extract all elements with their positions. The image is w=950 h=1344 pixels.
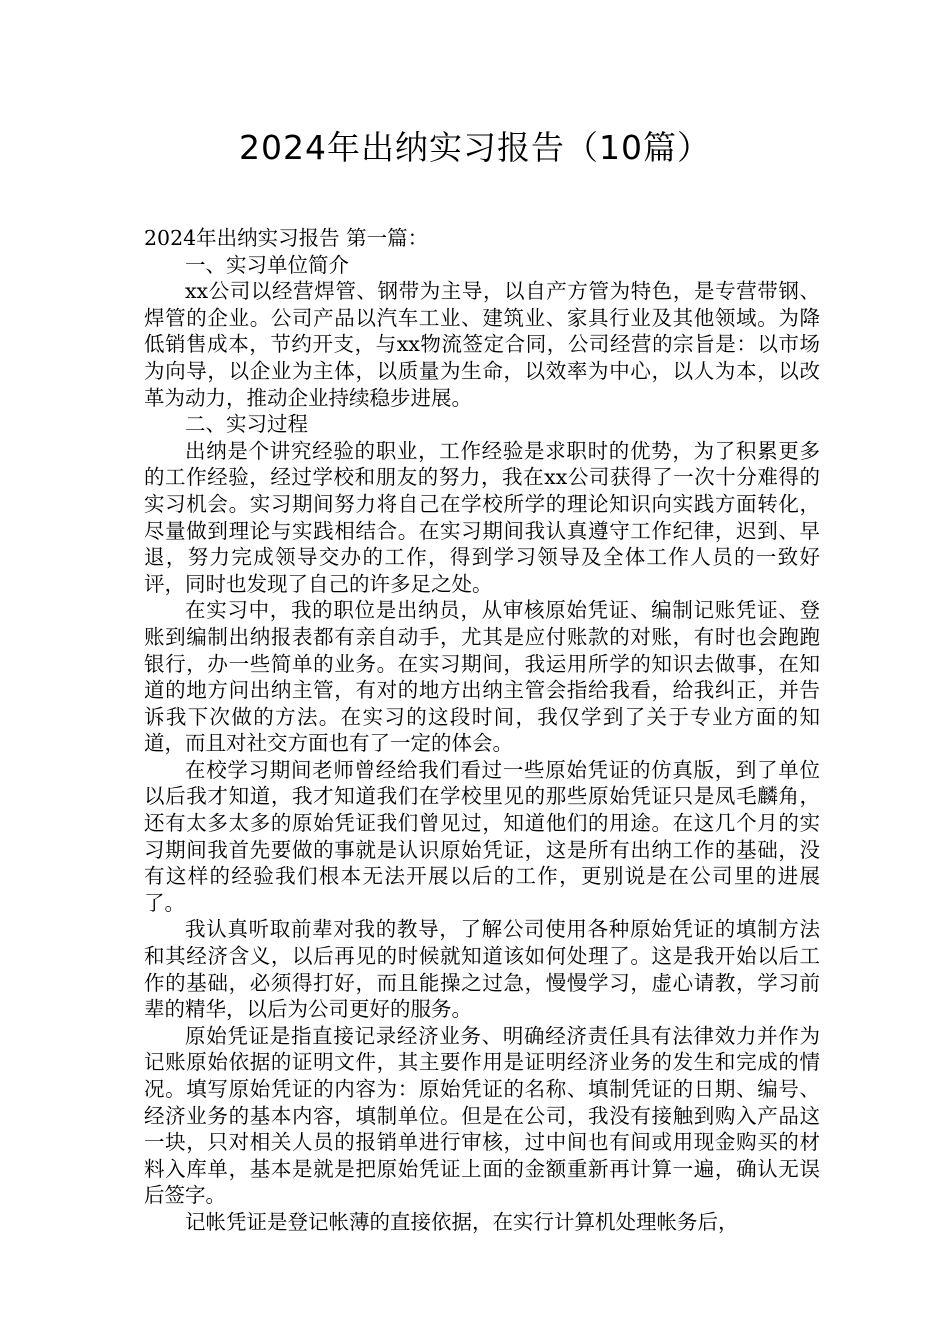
paragraph: 在实习中，我的职位是出纳员，从审核原始凭证、编制记账凭证、登账到编制出纳报表都有亲自动手，尤其是应付账款的对账，有时也会跑跑银行，办一些简单的业务。在实习期间，我运用所学的知识去做事，在知道的地方问出纳主管，有对的地方出纳主管会指给我看，给我纠正，并告诉我下次做的方法。在实习的这段时间，我仅学到了关于专业方面的知道，而且对社交方面也有了一定的体会。 <box>144 598 820 756</box>
paragraph: 原始凭证是指直接记录经济业务、明确经济责任具有法律效力并作为记账原始依据的证明文件，其主要作用是证明经济业务的发生和完成的情况。填写原始凭证的内容为：原始凭证的名称、填制凭证的日期、编号、经济业务的基本内容，填制单位。但是在公司，我没有接触到购入产品这一块，只对相关人员的报销单进行审核，过中间也有间或用现金购买的材料入库单，基本是就是把原始凭证上面的金额重新再计算一遍，确认无误后签字。 <box>144 1023 820 1208</box>
paragraph: 在校学习期间老师曾经给我们看过一些原始凭证的仿真版，到了单位以后我才知道，我才知道我们在学校里见的那些原始凭证只是凤毛麟角，还有太多太多的原始凭证我们曾见过，知道他们的用途。在这几个月的实习期间我首先要做的事就是认识原始凭证，这是所有出纳工作的基础，没有这样的经验我们根本无法开展以后的工作，更别说是在公司里的进展了。 <box>144 757 820 915</box>
subheading-internship-process: 二、实习过程 <box>185 412 308 437</box>
paragraph: 出纳是个讲究经验的职业，工作经验是求职时的优势，为了积累更多的工作经验，经过学校和朋友的努力，我在xx公司获得了一次十分难得的实习机会。实习期间努力将自己在学校所学的理论知识向实践方面转化，尽量做到理论与实践相结合。在实习期间我认真遵守工作纪律，迟到、早退，努力完成领导交办的工作，得到学习领导及全体工作人员的一致好评，同时也发现了自己的许多足之处。 <box>144 438 820 596</box>
paragraph: xx公司以经营焊管、钢带为主导，以自产方管为特色，是专营带钢、焊管的企业。公司产品以汽车工业、建筑业、家具行业及其他领域。为降低销售成本，节约开支，与xx物流签定合同，公司经营的宗旨是：以市场为向导，以企业为主体，以质量为生命，以效率为中心，以人为本，以改革为动力，推动企业持续稳步进展。 <box>144 279 820 410</box>
section-heading: 2024年出纳实习报告 第一篇： <box>144 226 429 250</box>
subheading-company-intro: 一、实习单位简介 <box>185 252 349 277</box>
paragraph: 记帐凭证是登记帐薄的直接依据，在实行计算机处理帐务后， <box>185 1209 739 1234</box>
document-title: 2024年出纳实习报告（10篇） <box>239 128 711 167</box>
paragraph: 我认真听取前辈对我的教导，了解公司使用各种原始凭证的填制方法和其经济含义，以后再见的时候就知道该如何处理了。这是我开始以后工作的基础，必须得打好，而且能操之过急，慢慢学习，虚心请教，学习前辈的精华，以后为公司更好的服务。 <box>144 917 820 1022</box>
document-body <box>144 225 820 1236</box>
